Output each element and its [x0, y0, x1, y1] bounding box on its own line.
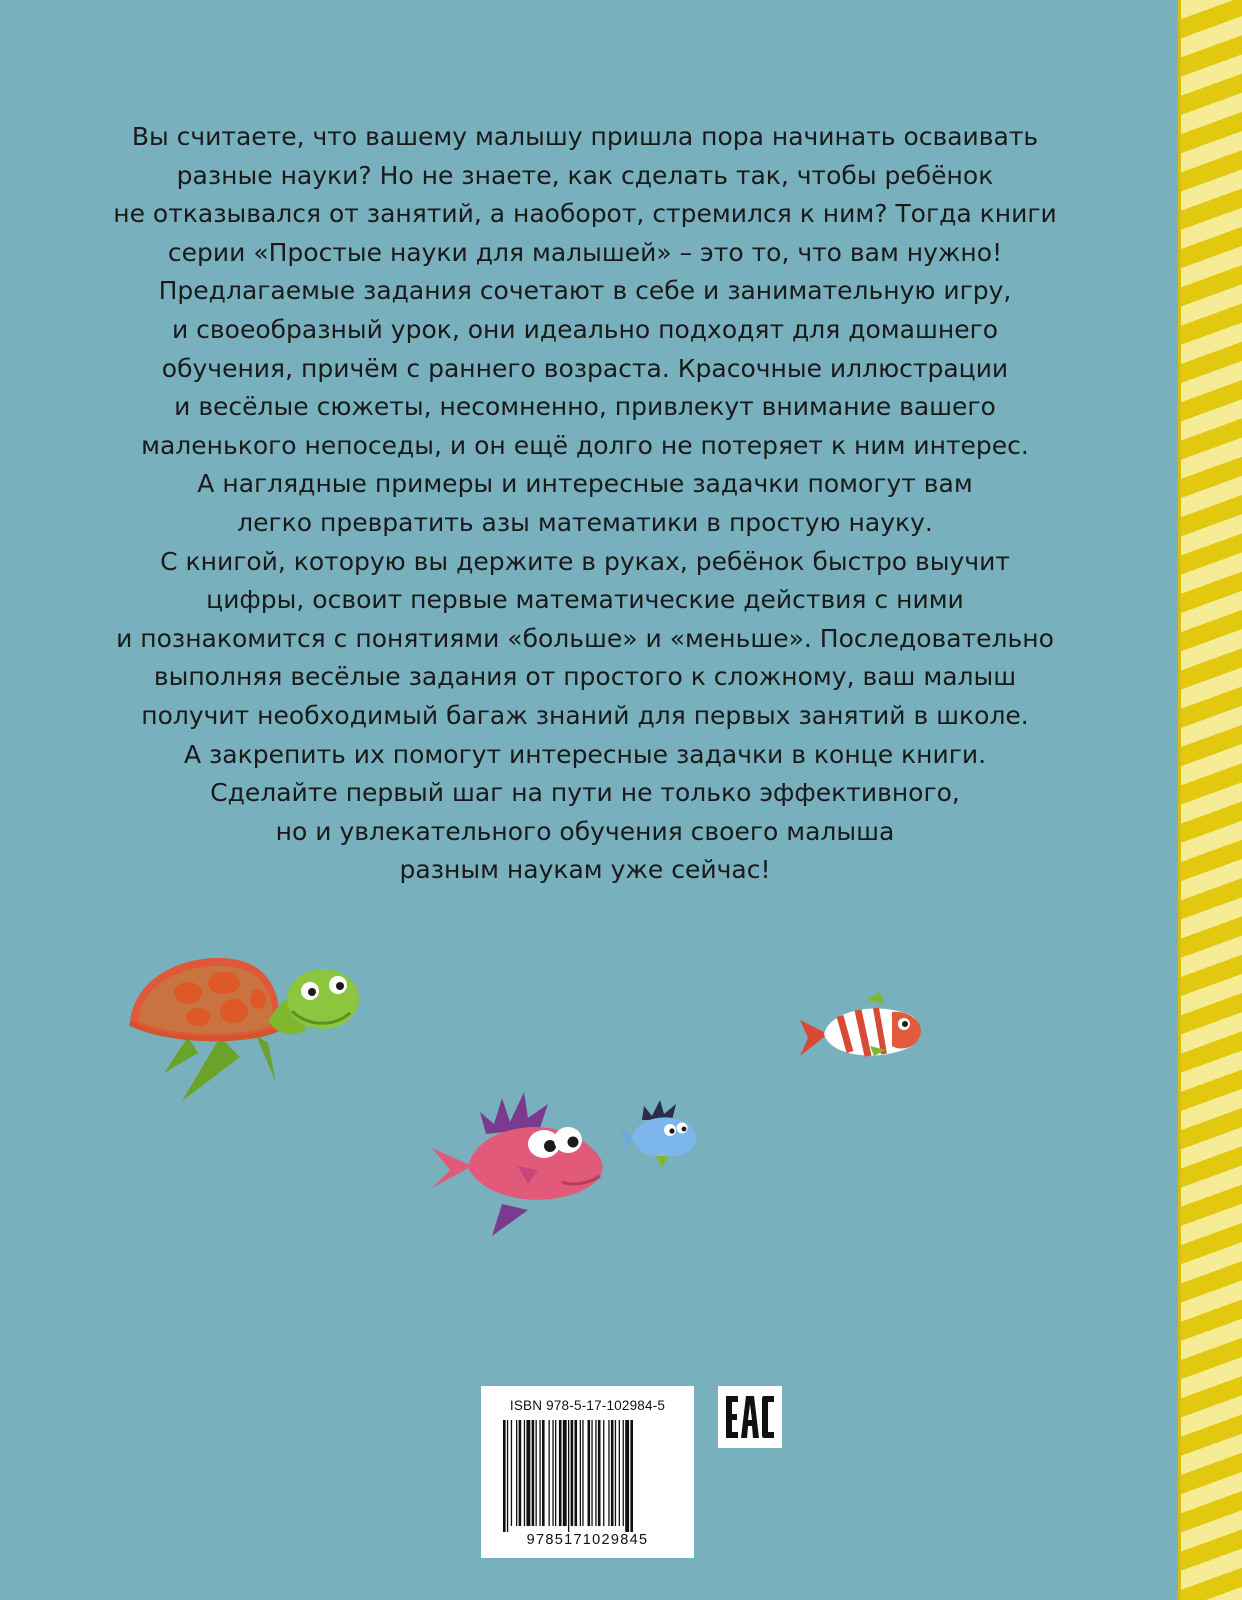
description-line: Вы считаете, что вашему малышу пришла пора начинать осваивать	[131, 122, 1039, 151]
description-line: и своеобразный урок, они идеально подходят для домашнего	[171, 314, 999, 344]
description-line: цифры, освоит первые математические действия с ними	[206, 585, 964, 615]
barcode-icon	[503, 1420, 673, 1532]
description-line: маленького непоседы, и он ещё долго не потеряет к ним интерес.	[141, 430, 1029, 460]
description-line: А закрепить их помогут интересные задачки в конце книги.	[183, 739, 987, 769]
blue-fish-icon	[620, 1098, 700, 1170]
pink-fish-icon	[432, 1088, 612, 1238]
description-line: но и увлекательного обучения своего малыша	[275, 816, 895, 846]
description-line: и весёлые сюжеты, несомненно, привлекут внимание вашего	[174, 392, 996, 422]
description-line: С книгой, которую вы держите в руках, ребёнок быстро выучит	[160, 546, 1010, 576]
description-line: легко превратить азы математики в простую науку.	[237, 507, 933, 537]
isbn-number: ISBN 978-5-17-102984-5	[509, 1398, 666, 1413]
description-line: Предлагаемые задания сочетают в себе и занимательную игру,	[158, 276, 1012, 306]
description-line: разные науки? Но не знаете, как сделать так, чтобы ребёнок	[176, 160, 994, 190]
turtle-icon	[128, 955, 363, 1105]
eac-certification-mark	[718, 1386, 782, 1448]
description-line: выполняя весёлые задания от простого к сложному, ваш малыш	[153, 662, 1017, 692]
clownfish-icon	[800, 990, 930, 1070]
isbn-barcode	[481, 1386, 694, 1558]
description-line: получит необходимый багаж знаний для первых занятий в школе.	[141, 700, 1029, 730]
eac-mark-icon	[724, 1394, 776, 1440]
description-line: А наглядные примеры и интересные задачки помогут вам	[197, 469, 973, 499]
book-description	[90, 118, 1080, 890]
striped-spine	[1178, 0, 1242, 1600]
description-line: и познакомится с понятиями «больше» и «меньше». Последовательно	[116, 623, 1054, 653]
description-line: серии «Простые науки для малышей» – это то, что вам нужно!	[167, 237, 1003, 267]
barcode-digits: 9785171029845	[526, 1532, 649, 1548]
description-line: не отказывался от занятий, а наоборот, стремился к ним? Тогда книги	[113, 199, 1057, 229]
description-line: обучения, причём с раннего возраста. Красочные иллюстрации	[161, 353, 1009, 383]
description-line: разным наукам уже сейчас!	[399, 855, 771, 885]
description-line: Сделайте первый шаг на пути не только эффективного,	[210, 778, 960, 808]
